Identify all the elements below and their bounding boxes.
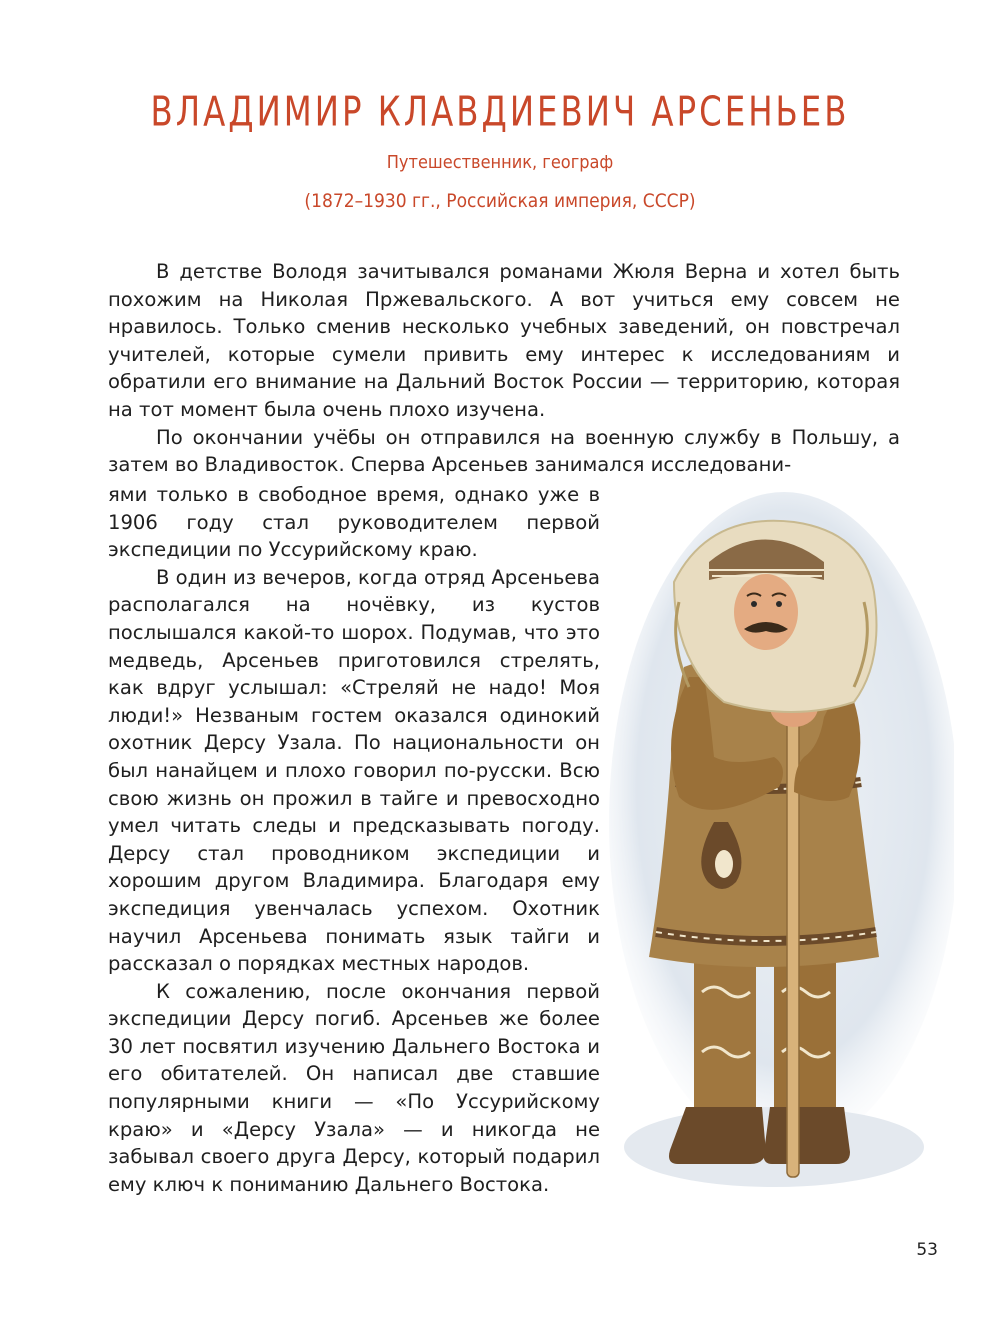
body-text-column: [108, 481, 600, 1198]
body-text-full-width: [108, 258, 900, 479]
paragraph-2-end: ями только в свободное время, однако уже в 1906 году стал руководителем первой экспедиции по Уссурийскому краю.: [108, 483, 600, 562]
right-boot: [764, 1107, 850, 1164]
paragraph-4: К сожалению, после окончания первой экспедиции Дерсу погиб. Арсеньев же более 30 лет посвятил изучению Дальнего Востока и его обитателей. Он написал две ставшие популярными книги — «По Уссурийскому краю» и «Дерсу Узала» — и никогда не забывал своего друга Дерсу, который подарил ему ключ к пониманию Дальнего Востока.: [108, 979, 600, 1196]
paragraph-1: В детстве Володя зачитывался романами Жюля Верна и хотел быть похожим на Николая Пржевальского. А вот учиться ему совсем не нравилось. Только сменив несколько учебных заведений, он повстречал учителей, которые сумели привить ему интерес к исследованиям и обратили его внимание на Дальний Восток России — территорию, которая на тот момент была очень плохо изучена.: [108, 260, 900, 421]
person-role: Путешественник, географ: [386, 152, 614, 173]
face: [734, 574, 798, 650]
left-boot: [669, 1107, 766, 1164]
left-leg: [694, 947, 756, 1122]
paragraph-3: В один из вечеров, когда отряд Арсеньева располагался на ночёвку, из кустов послышался какой-то шорох. Подумав, что это медведь, Арсеньев приготовился стрелять, как вдруг услышал: «Стреляй не надо! Моя люди!» Незваным гостем оказался одинокий охотник Дерсу Узала. По национальности он был нанайцем и плохо говорил по-русски. Всю свою жизнь он прожил в тайге и превосходно умел читать следы и предсказывать погоду. Дерсу стал проводником экспедиции и хорошим другом Владимира. Благодаря ему экспедиция увенчалась успехом. Охотник научил Арсеньева понимать язык тайги и рассказал о порядках местных народов.: [108, 565, 600, 976]
page-title: ВЛАДИМИР КЛАВДИЕВИЧ АРСЕНЬЕВ: [150, 88, 850, 137]
right-leg: [774, 947, 836, 1122]
page-number: 53: [916, 1240, 938, 1260]
person-dates: (1872–1930 гг., Российская империя, СССР): [304, 190, 696, 212]
paragraph-2-start: По окончании учёбы он отправился на военную службу в Польшу, а затем во Владивосток. Сперва Арсеньев занимался исследовани-: [108, 425, 900, 477]
hunter-illustration: [604, 492, 954, 1212]
